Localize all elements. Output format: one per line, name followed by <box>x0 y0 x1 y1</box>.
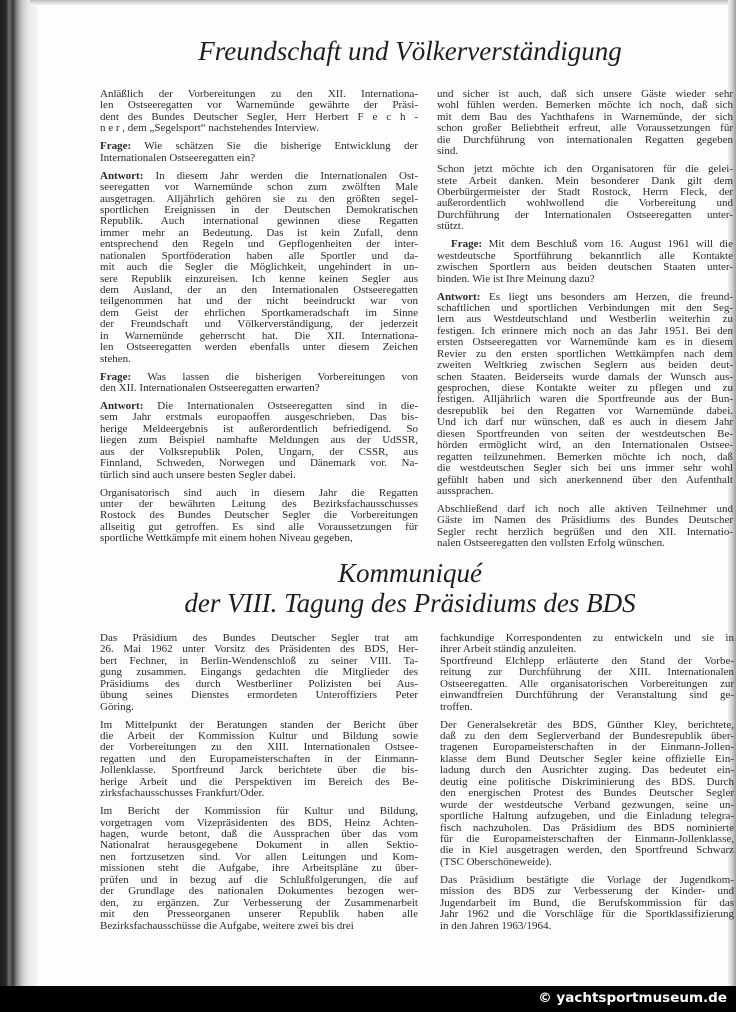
line-text: gesprochen, diese Kontakte weiter zu pflegen und zu <box>437 382 733 394</box>
article-title-freundschaft: Freundschaft und Völkerverständigung <box>198 36 622 66</box>
text-line <box>440 702 734 713</box>
line-text: bert Fechner, in Berlin-Wendenschloß zu seiner VIII. Ta- <box>100 654 418 667</box>
line-text: teilgenommen hat und der nicht beeindruckt war von <box>100 295 418 308</box>
line-text: mit den Presseorganen unserer Republik haben alle <box>100 908 418 921</box>
line-text: seeregatten vor Warnemünde schon zum zwölften Male <box>100 181 418 194</box>
line-text: Im Mittelpunkt der Beratungen standen der Bericht über <box>100 718 418 731</box>
paragraph <box>440 720 734 869</box>
line-text: türlich sind auch unsere besten Segler dabei. <box>100 468 296 481</box>
line-text: tragenen Europameisterschaften in der Einmann-Jollen- <box>440 741 734 754</box>
text-line <box>100 153 418 164</box>
paragraph <box>100 488 418 545</box>
line-text: prüfen und in bezug auf die Schlußfolgerungen, die auf <box>100 873 418 886</box>
paragraph <box>437 89 733 158</box>
paragraph <box>437 164 733 233</box>
line-text: den energischen Protest des Bundes Deutscher Segler <box>440 787 734 800</box>
line-text: Gäste im Namen des Präsidiums des Bundes Deutscher <box>437 514 733 527</box>
line-text: Sportfreund Elchlepp erläuterte den Stand der Vorbe- <box>440 654 734 667</box>
text-line <box>100 354 418 365</box>
line-text: übung seines Dienstes ermordeten Unteroffiziers Peter <box>100 689 418 702</box>
line-text: Die Internationalen Ostseeregatten sind in die- <box>143 399 418 412</box>
text-line <box>100 702 418 713</box>
line-text: Abschließend darf ich noch alle aktiven Teilnehmer und <box>437 502 733 515</box>
line-text: ladung durch den Ausrichter zuging. Das bedeutet ein- <box>440 764 734 777</box>
line-text: Organisatorisch sind auch in diesem Jahr die Regatten <box>100 486 418 499</box>
line-text: Rostock des Bundes Deutscher Segler die Vorbereitungen <box>100 509 418 522</box>
line-text: missionen steht die Aufgabe, ihre Arbeitspläne zu über- <box>100 862 418 875</box>
line-text: schon großer Beliebtheit erfreut, alle Voraussetzungen für <box>437 122 733 135</box>
text-line <box>100 921 418 932</box>
text-line <box>100 690 418 701</box>
text-line <box>100 123 418 134</box>
line-text: aus der Volksrepublik Polen, Ungarn, der CSSR, aus <box>100 445 418 458</box>
text-line <box>437 538 733 549</box>
line-text: sportlichen Ereignissen in der Deutschen Demokratischen <box>100 203 418 216</box>
line-text: Nationalrat herausgegebene Dokument in allen Sektio- <box>100 839 418 852</box>
paragraph <box>100 633 418 713</box>
line-text: nationalen Sportföderation haben alle Sportler und da- <box>100 249 418 262</box>
line-text: schaftlichen und sportlichen Verbindungen mit den Seg- <box>437 301 733 314</box>
line-text: Im Bericht der Kommission für Kultur und Bildung, <box>100 805 418 818</box>
line-text: für die Europameisterschaften der Einmann-Jollenklasse, <box>440 832 734 845</box>
article-subtitle-tagung: der VIII. Tagung des Präsidiums des BDS <box>184 588 636 618</box>
line-text: Segler recht herzlich begrüßen und den XII. Internatio- <box>437 525 733 538</box>
line-text: Anläßlich der Vorbereitungen zu den XII. Internationa- <box>100 88 418 100</box>
page-top-shadow <box>30 0 736 6</box>
line-text: klasse dem Bund Deutscher Segler keine offizielle Ein- <box>440 752 734 765</box>
line-text: deutig eine politische Diskriminierung des BDS. Durch <box>440 775 734 788</box>
line-text: Präsidiums des durch Westberliner Polizisten bei Aus- <box>100 677 418 690</box>
line-text: und sicher ist auch, daß sich unsere Gäste wieder sehr <box>437 88 733 100</box>
lead-word: Frage: <box>100 140 132 153</box>
line-text: binden. Wie ist Ihre Meinung dazu? <box>437 272 595 285</box>
line-text: Internationalen Ostseeregatten ein? <box>100 151 256 164</box>
text-line <box>100 342 418 353</box>
paragraph <box>440 875 734 932</box>
article2-left-column <box>100 633 418 938</box>
line-text: zwischen Sportlern aus beiden deutschen Staaten unter- <box>437 261 733 274</box>
line-text: reitung zur Durchführung der XIII. Internationalen <box>440 666 734 679</box>
article2-right-column <box>440 633 734 938</box>
line-text: Schon jetzt möchte ich den Organisatoren für die gelei- <box>437 163 733 176</box>
lead-word: Frage: <box>100 370 132 383</box>
paragraph <box>100 720 418 800</box>
line-text: ihrer Arbeit ständig anzuleiten. <box>440 643 577 656</box>
paragraph <box>100 806 418 932</box>
line-text: den XII. Internationalen Ostseeregatten erwarten? <box>100 382 320 394</box>
line-text: dem Ausland, der an den Internationalen Ostseeregatten <box>100 284 418 296</box>
line-text: wurde der westdeutsche Verband gezwungen, seine un- <box>440 798 734 811</box>
line-text: dem Geist der ehrlichen Sportkameradschaft im Sinne <box>100 306 418 319</box>
line-text: desrepublik bei den Regatten vor Warnemünde dabei. <box>437 404 733 417</box>
text-line <box>100 470 418 481</box>
line-text: Durchführung der Internationalen Ostseeregatten unter- <box>437 208 733 221</box>
line-text: stützt. <box>437 220 464 233</box>
line-text: Wie schätzen Sie die bisherige Entwicklung der <box>131 140 418 153</box>
line-text: Und ich darf nur wünschen, daß es auch in diesem Jahr <box>437 416 733 429</box>
line-text: Das Präsidium bestätigte die Vorlage der Jugendkom- <box>440 873 734 886</box>
line-text: die Arbeit der Kommission Kultur und Bildung sowie <box>100 730 418 742</box>
line-text: 26. Mai 1962 unter Vorsitz des Präsidenten des BDS, Her- <box>100 643 418 656</box>
line-text: Republik. Auch international gewinnen diese Regatten <box>100 215 418 228</box>
line-text: in Warnemünde geherrscht hat. Die XII. Internationa- <box>100 329 418 342</box>
paragraph <box>100 372 418 395</box>
line-text: wohl fühlen werden. Bemerken möchte ich noch, daß sich <box>437 99 733 112</box>
line-text: dent des Bundes Deutscher Segler, Herr Herbert F e c h - <box>100 110 418 123</box>
line-text: Jahr 1962 und die Vorschläge für die Sportklassifizierung <box>440 908 734 921</box>
line-text: nen fortzusetzen sind. Vor allen Leitungen und Kom- <box>100 850 418 863</box>
line-text: immer mehr an Bedeutung. Das ist kein Zufall, denn <box>100 226 418 239</box>
line-text: len Ostseeregatten vor Warnemünde gewährte der Präsi- <box>100 99 418 112</box>
line-text: Jollenklasse. Sportfreund Jarck berichtete über die bis- <box>100 764 418 777</box>
line-text: außerordentlich wohlwollend die Vorbereitung und <box>437 197 733 210</box>
line-text: nalen Ostseeregatten den vollsten Erfolg wünschen. <box>437 537 665 550</box>
line-text: lern aus Westdeutschland und Westberlin weiterhin zu <box>437 313 733 326</box>
line-text: der Vorbereitungen zu den XIII. Internationalen Ostsee- <box>100 741 418 754</box>
line-text: hagen, wurde betont, daß die Aussprachen über das vom <box>100 828 418 840</box>
line-text: Revier zu den ersten sportlichen Wettkämpfen nach dem <box>437 347 733 360</box>
text-line <box>100 383 418 394</box>
line-text: mit auch die Segler die Möglichkeit, ungehindert in un- <box>100 261 418 274</box>
lead-word: Antwort: <box>437 290 481 303</box>
line-text: liegen zum Beispiel namhafte Meldungen aus der UdSSR, <box>100 434 418 447</box>
lead-word: Antwort: <box>100 169 144 182</box>
line-text: allseitig gut getroffen. Es sind alle Voraussetzungen für <box>100 520 418 533</box>
line-text: die in Kiel ausgetragen werden, den Sportfreund Schwarz <box>440 844 734 857</box>
text-line <box>440 690 734 701</box>
line-text: Göring. <box>100 700 134 713</box>
article-title-kommunique: Kommuniqué <box>338 558 482 588</box>
line-text: stehen. <box>100 352 131 365</box>
article1-right-column <box>437 89 733 556</box>
text-line <box>437 146 733 157</box>
line-text: der Freundschaft und Völkerverständigung, der jederzeit <box>100 318 418 331</box>
line-text: regatten und den Europameisterschaften in der Einmann- <box>100 752 418 765</box>
text-line <box>100 788 418 799</box>
line-text: ersten Ostseeregatten vor Warnemünde kam es in diesem <box>437 336 733 349</box>
line-text: herige Arbeit und die Perspektiven im Bereich des Be- <box>100 775 418 788</box>
line-text: stete Arbeit danken. Mein besonderer Dank gilt dem <box>437 174 733 187</box>
line-text: den, zu ergänzen. Zur Verbesserung der Zusammenarbeit <box>100 896 418 909</box>
line-text: westdeutsche Sportführung bekanntlich alle Kontakte <box>437 249 733 262</box>
line-text: In diesem Jahr werden die Internationalen Ost- <box>143 169 418 182</box>
line-text: in den Jahren 1963/1964. <box>440 919 552 932</box>
book-binding-edge <box>0 0 38 986</box>
line-text: entsprechend den Regeln und Gepflogenheiten der inter- <box>100 238 418 251</box>
line-text: Das Präsidium des Bundes Deutscher Segler trat am <box>100 632 418 644</box>
line-text: Es liegt uns besonders am Herzen, die freund- <box>480 290 733 303</box>
line-text: mit dem Bau des Yachthafens in Warnemünde, der sich <box>437 110 733 123</box>
line-text: regatten teilzunehmen. Bemerken möchte ich noch, daß <box>437 450 733 463</box>
paragraph <box>437 239 733 285</box>
paragraph <box>437 292 733 498</box>
line-text: sem Jahr erstmals europaoffen ausgeschrieben. Das bis- <box>100 411 418 424</box>
line-text: ausgetragen. Alljährlich gehören sie zu den größten segel- <box>100 192 418 205</box>
line-text: vorgetragen vom Vizepräsidenten des BDS, Heinz Achten- <box>100 816 418 829</box>
line-text: diesen Sportfreunden von seiten der westdeutschen Be- <box>437 427 733 440</box>
line-text: sportliche Wettkämpfe mit einem hohen Niveau gegeben, <box>100 532 353 545</box>
line-text: Was lassen die bisherigen Vorbereitungen von <box>131 370 418 383</box>
lead-word: Frage: <box>451 238 483 251</box>
paragraph <box>100 171 418 365</box>
paragraph <box>100 141 418 164</box>
line-text: die Durchführung von internationalen Regatten gegeben <box>437 133 733 146</box>
line-text: zweiten Weltkrieg zwischen Seglern aus beiden deut- <box>437 359 733 372</box>
article1-left-column <box>100 89 418 551</box>
line-text: Jugendarbeit im Bund, die Berufskommission für das <box>440 896 734 909</box>
line-text: die westdeutschen Segler sich bei uns immer sehr wohl <box>437 462 733 475</box>
text-line <box>437 486 733 497</box>
line-text: festigen. Ich erinnere mich noch an das Jahr 1951. Bei den <box>437 324 733 337</box>
line-text: len Ostseeregatten werden ebenfalls unter diesem Zeichen <box>100 341 418 354</box>
line-text: sportliche Haltung aufzugeben, und die Einladung telegra- <box>440 810 734 823</box>
line-text: mission des BDS zur Verbesserung der Kinder- und <box>440 885 734 898</box>
line-text: sere Republik einzureisen. Ich kenne keinen Segler aus <box>100 272 418 285</box>
text-line <box>440 857 734 868</box>
line-text: sind. <box>437 145 459 158</box>
text-line <box>437 221 733 232</box>
copyright-watermark: © yachtsportmuseum.de <box>538 990 727 1006</box>
text-line <box>437 210 733 221</box>
line-text: Oberbürgermeister der Stadt Rostock, Herrn Fleck, der <box>437 186 733 198</box>
line-text: fachkundige Korrespondenten zu entwickeln und sie in <box>440 632 734 644</box>
line-text: Der Generalsekretär des BDS, Günther Kley, berichtete, <box>440 718 734 731</box>
line-text: zirksfachausschusses Frankfurt/Oder. <box>100 787 265 800</box>
line-text: einwandfreien Durchführung der Veranstaltung sind ge- <box>440 689 734 702</box>
line-text: hörden ermöglicht wird, an den Internationalen Ostsee- <box>437 439 733 452</box>
text-line <box>440 921 734 932</box>
paragraph <box>100 89 418 135</box>
lead-word: Antwort: <box>100 399 144 412</box>
paragraph <box>440 633 734 656</box>
line-text: Mit dem Beschluß vom 16. August 1961 will die <box>482 238 733 251</box>
line-text: schen Staaten. Beiderseits wurde damals der Wunsch aus- <box>437 370 733 383</box>
line-text: daß zu den dem Seglerverband der Bundesrepublik über- <box>440 730 734 742</box>
text-line <box>437 274 733 285</box>
line-text: gung zusammen. Eingangs gedachten die Mitglieder des <box>100 666 418 679</box>
paragraph <box>437 504 733 550</box>
footer-bar <box>0 986 736 1012</box>
line-text: Bezirksfachausschüsse die Aufgabe, weitere zwei bis drei <box>100 919 354 932</box>
line-text: festigen. Alljährlich waren die Sportfreunde aus der Bun- <box>437 393 733 406</box>
text-line <box>100 533 418 544</box>
line-text: (TSC Oberschöneweide). <box>440 855 552 868</box>
line-text: aussprachen. <box>437 484 494 497</box>
line-text: herige Meldeergebnis ist außerordentlich befriedigend. So <box>100 422 418 435</box>
line-text: n e r , dem „Segelsport“ nachstehendes Interview. <box>100 122 319 135</box>
text-line <box>437 135 733 146</box>
paragraph <box>440 656 734 713</box>
line-text: Ostseeregatten. Alle organisatorischen Vorbereitungen zur <box>440 677 734 690</box>
line-text: der Grundlage des nationalen Dokumentes bezogen wer- <box>100 885 418 898</box>
paragraph <box>100 401 418 481</box>
line-text: Finnland, Schweden, Norwegen und Dänemark vor. Na- <box>100 457 418 470</box>
line-text: troffen. <box>440 700 473 713</box>
line-text: unter der bewährten Leitung des Bezirksfachausschusses <box>100 497 418 510</box>
line-text: gefühlt haben und sich anerkennend über den Aufenthalt <box>437 473 733 486</box>
line-text: fisch nachzuholen. Das Präsidium des BDS nominierte <box>440 821 734 834</box>
